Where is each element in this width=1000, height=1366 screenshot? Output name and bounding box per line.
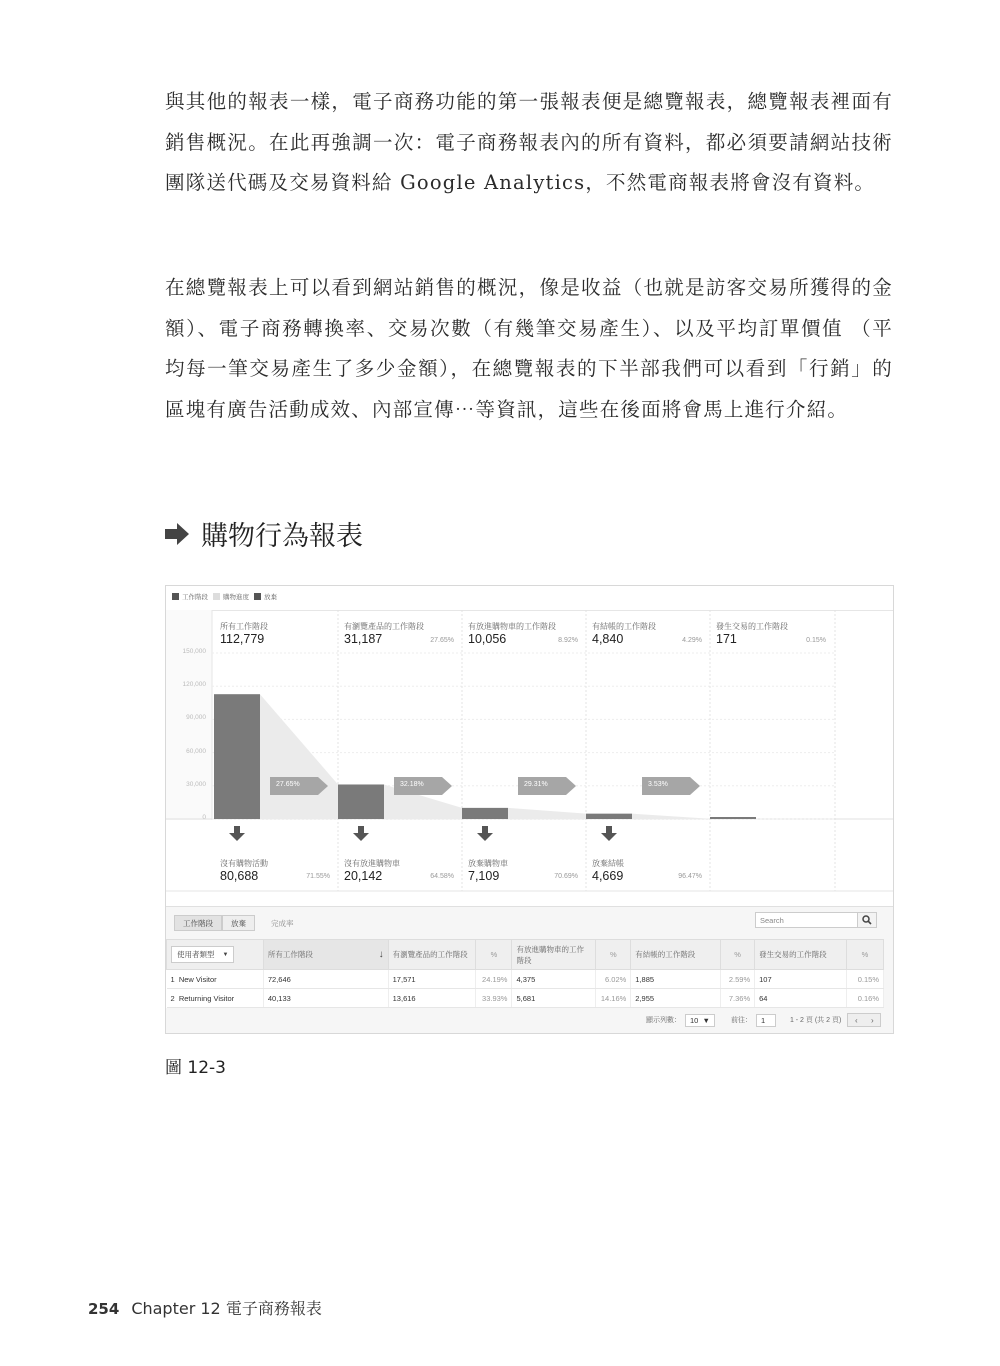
- abandon-percent: 96.47%: [678, 873, 702, 880]
- col-checkout[interactable]: 有結帳的工作階段: [631, 940, 721, 970]
- cell: 0.16%: [846, 989, 883, 1008]
- cell: 72,646: [263, 970, 388, 989]
- goto-page-input[interactable]: 1: [756, 1014, 776, 1027]
- stage-value: 10,056: [468, 632, 507, 646]
- sort-arrow-icon: ↓: [378, 949, 384, 960]
- abandon-label: 放棄結帳: [592, 859, 624, 868]
- stage-label: 有瀏覽產品的工作階段: [344, 622, 424, 631]
- stage-value: 171: [716, 632, 737, 646]
- funnel-bar: [214, 694, 260, 819]
- cell: 6.02%: [596, 970, 631, 989]
- stage-label: 發生交易的工作階段: [716, 622, 788, 631]
- stage-label: 有結帳的工作階段: [592, 622, 656, 631]
- cell: 5,681: [512, 989, 596, 1008]
- cell: 17,571: [388, 970, 476, 989]
- flow-shade: [632, 814, 710, 819]
- prev-page-icon[interactable]: ‹: [854, 1015, 858, 1025]
- stage-value: 31,187: [344, 632, 383, 646]
- rows-label: 顯示列數：: [646, 1017, 681, 1024]
- abandon-value: 7,109: [468, 869, 500, 883]
- y-tick-label: 120,000: [182, 681, 206, 689]
- abandon-label: 沒有購物活動: [220, 859, 268, 868]
- stage-percent: 0.15%: [806, 637, 826, 644]
- y-tick-label: 90,000: [186, 714, 206, 722]
- cell: 64: [755, 989, 847, 1008]
- funnel-chart: [166, 586, 894, 906]
- cell: 0.15%: [846, 970, 883, 989]
- abandon-label: 放棄購物車: [468, 859, 508, 868]
- stage-value: 4,840: [592, 632, 624, 646]
- search-button[interactable]: [857, 912, 877, 928]
- stage-value: 112,779: [220, 632, 265, 646]
- cell: 33.93%: [476, 989, 512, 1008]
- y-tick-label: 60,000: [186, 747, 206, 755]
- cell: 13,616: [388, 989, 476, 1008]
- continue-rate-label: 27.65%: [276, 781, 300, 788]
- funnel-bar: [586, 814, 632, 819]
- y-tick-label: 150,000: [182, 648, 206, 655]
- abandon-percent: 71.55%: [306, 873, 330, 880]
- cell: 4,375: [512, 970, 596, 989]
- row-dimension[interactable]: 1 New Visitor: [167, 970, 264, 989]
- page-nav: [847, 1013, 881, 1027]
- stage-percent: 8.92%: [558, 637, 578, 644]
- cell: 107: [755, 970, 847, 989]
- arrow-right-icon: [163, 520, 191, 548]
- funnel-bar: [462, 808, 508, 819]
- abandon-percent: 64.58%: [430, 873, 454, 880]
- stage-percent: 27.65%: [430, 637, 454, 644]
- tab-completion-rate[interactable]: 完成率: [271, 918, 294, 928]
- page-footer: [88, 1296, 322, 1319]
- cell: 14.16%: [596, 989, 631, 1008]
- rows-per-page-select[interactable]: 10 ▼: [685, 1014, 715, 1027]
- table-row: [167, 970, 884, 989]
- table-tabs: [174, 915, 294, 931]
- dimension-dropdown[interactable]: 使用者類型 ▼: [171, 946, 234, 963]
- abandon-value: 4,669: [592, 869, 624, 883]
- cell: 40,133: [263, 989, 388, 1008]
- col-product-view-pct[interactable]: %: [476, 940, 512, 970]
- next-page-icon[interactable]: ›: [870, 1015, 874, 1025]
- cell: 24.19%: [476, 970, 512, 989]
- down-arrow-icon: [477, 826, 493, 841]
- figure-caption: 圖 12-3: [165, 1058, 226, 1078]
- stage-label: 所有工作階段: [220, 622, 268, 631]
- section-heading-text: 購物行為報表: [201, 521, 363, 552]
- dimension-header: [167, 940, 264, 970]
- abandon-value: 20,142: [344, 869, 383, 883]
- down-arrow-icon: [601, 826, 617, 841]
- legend-item-abandon: 放棄: [254, 592, 277, 601]
- col-checkout-pct[interactable]: %: [721, 940, 755, 970]
- y-tick-label: 0: [202, 814, 206, 821]
- col-add-to-cart[interactable]: 有放進購物車的工作階段: [512, 940, 596, 970]
- continue-rate-label: 3.53%: [648, 781, 668, 788]
- abandon-percent: 70.69%: [554, 873, 578, 880]
- col-product-view[interactable]: 有瀏覽產品的工作階段: [388, 940, 476, 970]
- shopping-behavior-report: [165, 585, 894, 1034]
- down-arrow-icon: [353, 826, 369, 841]
- col-transaction[interactable]: 發生交易的工作階段: [755, 940, 847, 970]
- flow-shade: [260, 694, 338, 819]
- paragraph-2: 在總覽報表上可以看到網站銷售的概況，像是收益（也就是訪客交易所獲得的金額）、電子商務轉換率、交易次數（有幾筆交易產生）、以及平均訂單價值 （平均每一筆交易產生了多少金額），在總覽報表的下半部我們可以看到「行銷」的區塊有廣告活動成效、內部宣傳⋯等資訊，這些在後面將會馬上進行介紹。: [165, 276, 893, 421]
- page-range: 1 - 2 頁 (共 2 頁): [789, 1017, 842, 1024]
- stage-label: 有放進購物車的工作階段: [468, 622, 556, 631]
- table-header-row: [167, 940, 884, 970]
- data-table-area: [166, 906, 894, 1034]
- paragraph-1: 與其他的報表一樣，電子商務功能的第一張報表便是總覽報表，總覽報表裡面有銷售概況。在此再強調一次：電子商務報表內的所有資料，都必須要請網站技術團隊送代碼及交易資料給 Google Analytics，不然電商報表將會沒有資料。: [165, 90, 893, 194]
- table-row: [167, 989, 884, 1008]
- funnel-bar: [710, 817, 756, 819]
- goto-label: 前往：: [730, 1017, 752, 1024]
- cell: 2.59%: [721, 970, 755, 989]
- continue-rate-label: 32.18%: [400, 781, 424, 788]
- y-tick-label: 30,000: [186, 780, 206, 788]
- legend-item-progress: 購物進度: [213, 592, 249, 601]
- continue-rate-label: 29.31%: [524, 781, 548, 788]
- funnel-bar: [338, 784, 384, 819]
- col-transaction-pct[interactable]: %: [846, 940, 883, 970]
- search-input[interactable]: Search: [755, 912, 875, 928]
- flow-shade: [508, 808, 586, 819]
- chapter-title: Chapter 12 電子商務報表: [131, 1299, 322, 1318]
- search-icon: [862, 915, 872, 925]
- cell: 2,955: [631, 989, 721, 1008]
- cell: 1,885: [631, 970, 721, 989]
- stage-percent: 4.29%: [682, 637, 702, 644]
- col-all-sessions[interactable]: 所有工作階段 ↓: [263, 940, 388, 970]
- section-heading: [163, 514, 363, 553]
- tab-sessions[interactable]: 工作階段: [174, 915, 222, 931]
- abandon-label: 沒有放進購物車: [344, 859, 400, 868]
- row-dimension[interactable]: 2 Returning Visitor: [167, 989, 264, 1008]
- report-table: [166, 939, 884, 1008]
- pager: [646, 1013, 881, 1027]
- down-arrow-icon: [229, 826, 245, 841]
- col-add-to-cart-pct[interactable]: %: [596, 940, 631, 970]
- tab-abandon[interactable]: 放棄: [222, 915, 255, 931]
- funnel-svg: [166, 586, 894, 906]
- abandon-value: 80,688: [220, 869, 259, 883]
- cell: 7.36%: [721, 989, 755, 1008]
- page-number: 254: [88, 1300, 120, 1318]
- legend-item-sessions: 工作階段: [172, 592, 208, 601]
- chevron-down-icon: ▼: [222, 951, 229, 958]
